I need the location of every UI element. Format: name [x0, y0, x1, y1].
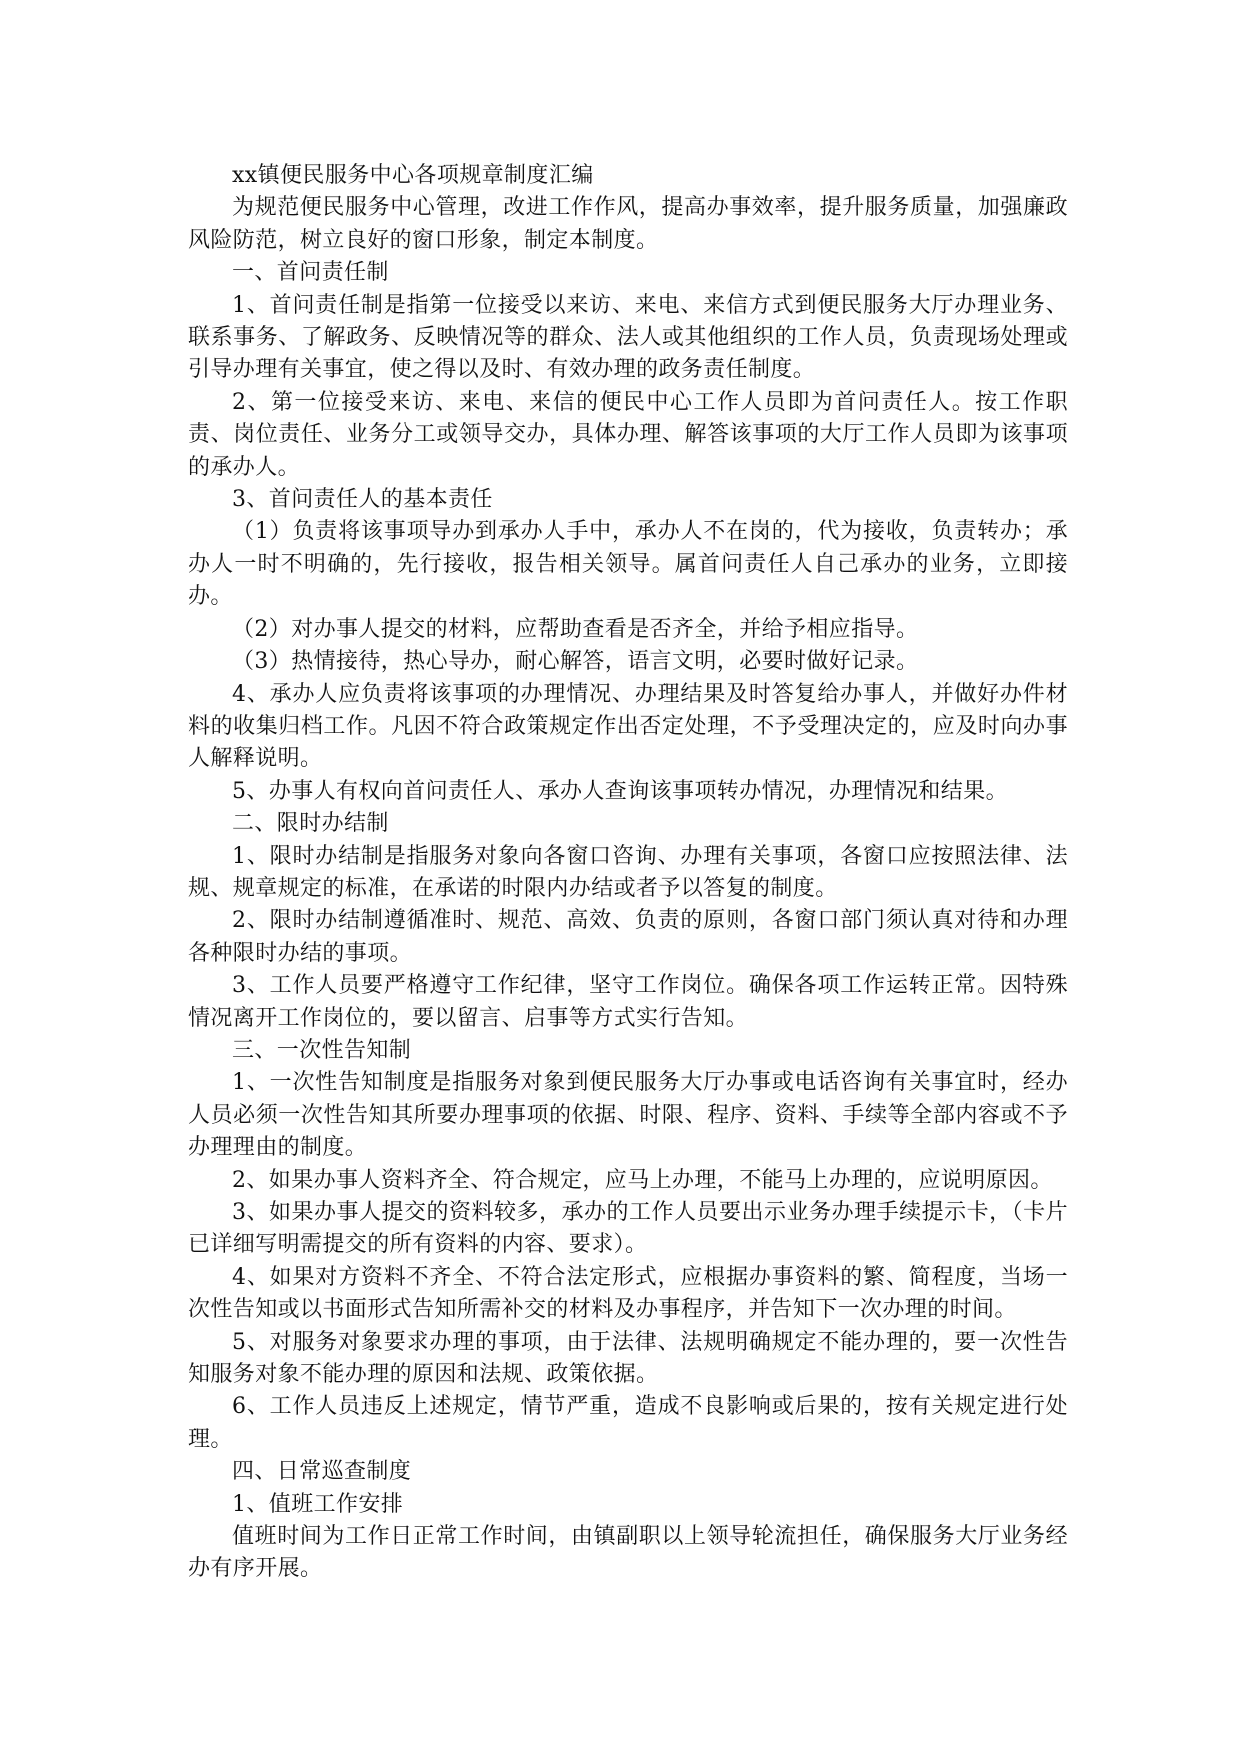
- section-heading-daily-patrol: 四、日常巡查制度: [232, 1459, 412, 1485]
- paragraph: 5、办事人有权向首问责任人、承办人查询该事项转办情况，办理情况和结果。: [232, 778, 1008, 804]
- document-title: xx镇便民服务中心各项规章制度汇编: [232, 163, 594, 188]
- document-body: [188, 160, 1068, 1586]
- paragraph: 3、工作人员要严格遵守工作纪律，坚守工作岗位。确保各项工作运转正常。因特殊情况离开工作岗位的，要以留言、启事等方式实行告知。: [188, 973, 1068, 1031]
- paragraph: 4、承办人应负责将该事项的办理情况、办理结果及时答复给办事人，并做好办件材料的收集归档工作。凡因不符合政策规定作出否定处理，不予受理决定的，应及时向办事人解释说明。: [188, 681, 1068, 772]
- paragraph: 3、如果办事人提交的资料较多，承办的工作人员要出示业务办理手续提示卡，（卡片已详细写明需提交的所有资料的内容、要求）。: [188, 1200, 1068, 1258]
- paragraph: 2、如果办事人资料齐全、符合规定，应马上办理，不能马上办理的，应说明原因。: [232, 1167, 1053, 1193]
- section-heading-time-limit: 二、限时办结制: [232, 811, 389, 837]
- paragraph: 3、首问责任人的基本责任: [232, 487, 493, 513]
- paragraph: 1、一次性告知制度是指服务对象到便民服务大厅办事或电话咨询有关事宜时，经办人员必须一次性告知其所要办理事项的依据、时限、程序、资料、手续等全部内容或不予办理理由的制度。: [188, 1070, 1068, 1161]
- subsection-heading: 1、值班工作安排: [232, 1491, 404, 1517]
- paragraph: 5、对服务对象要求办理的事项，由于法律、法规明确规定不能办理的，要一次性告知服务对象不能办理的原因和法规、政策依据。: [188, 1329, 1068, 1388]
- paragraph: 6、工作人员违反上述规定，情节严重，造成不良影响或后果的，按有关规定进行处理。: [188, 1394, 1068, 1452]
- paragraph: 值班时间为工作日正常工作时间，由镇副职以上领导轮流担任，确保服务大厅业务经办有序开展。: [188, 1524, 1068, 1582]
- paragraph: 4、如果对方资料不齐全、不符合法定形式，应根据办事资料的繁、简程度，当场一次性告知或以书面形式告知所需补交的材料及办事程序，并告知下一次办理的时间。: [188, 1264, 1068, 1323]
- paragraph: 1、首问责任制是指第一位接受以来访、来电、来信方式到便民服务大厅办理业务、联系事务、了解政务、反映情况等的群众、法人或其他组织的工作人员，负责现场处理或引导办理有关事宜，使之得以及时、有效办理的政务责任制度。: [188, 292, 1068, 383]
- paragraph: （3）热情接待，热心导办，耐心解答，语言文明，必要时做好记录。: [232, 649, 919, 675]
- paragraph: 1、限时办结制是指服务对象向各窗口咨询、办理有关事项，各窗口应按照法律、法规、规章规定的标准，在承诺的时限内办结或者予以答复的制度。: [188, 843, 1068, 901]
- section-heading-first-inquiry: 一、首问责任制: [232, 260, 389, 286]
- paragraph: （1）负责将该事项导办到承办人手中，承办人不在岗的，代为接收，负责转办；承办人一时不明确的，先行接收，报告相关领导。属首问责任人自己承办的业务，立即接办。: [188, 519, 1068, 610]
- paragraph-preamble: 为规范便民服务中心管理，改进工作作风，提高办事效率，提升服务质量，加强廉政风险防范，树立良好的窗口形象，制定本制度。: [188, 195, 1068, 253]
- paragraph: 2、第一位接受来访、来电、来信的便民中心工作人员即为首问责任人。按工作职责、岗位责任、业务分工或领导交办，具体办理、解答该事项的大厅工作人员即为该事项的承办人。: [188, 389, 1068, 480]
- paragraph: 2、限时办结制遵循准时、规范、高效、负责的原则，各窗口部门须认真对待和办理各种限时办结的事项。: [188, 908, 1068, 966]
- paragraph: （2）对办事人提交的材料，应帮助查看是否齐全，并给予相应指导。: [232, 616, 919, 642]
- section-heading-one-time-notice: 三、一次性告知制: [232, 1037, 412, 1063]
